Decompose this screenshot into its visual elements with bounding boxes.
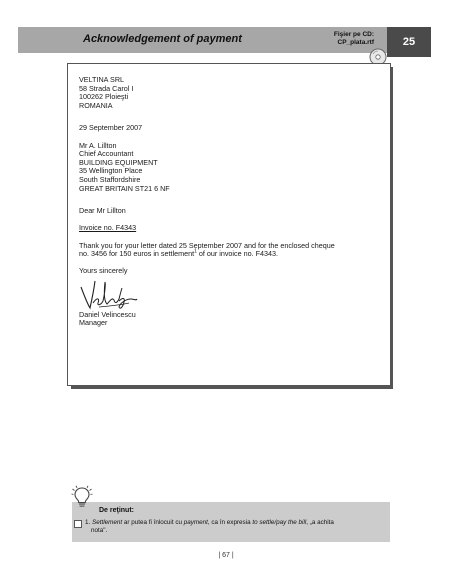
checkbox-icon [74,520,82,528]
address-line: BUILDING EQUIPMENT [79,157,158,167]
page-number: | 67 | [218,552,234,559]
address-line: 100262 Ploieşti [79,92,129,102]
note-text [85,519,385,535]
footnote-marker: 1 [194,248,197,255]
cd-file-name: CP_plata.rtf [337,39,374,46]
note-line: 1. Settlement ar putea fi înlocuit cu payment, ca în expresia to settle/pay the bill, „a achita [85,519,334,526]
address-line: Chief Accountant [79,149,134,159]
address-line: GREAT BRITAIN ST21 6 NF [79,183,170,193]
address-line: 58 Strada Carol I [79,83,134,93]
signer-name: Daniel Velincescu [79,309,136,319]
note-title: De reţinut: [99,507,134,514]
cd-file-reference [300,31,374,47]
lightbulb-icon [70,485,94,509]
body-line: no. 3456 for 150 euros in settlement$^1$ of our invoice no. F4343. [79,248,278,259]
signature [79,277,139,311]
body-line: Thank you for your letter dated 25 September 2007 and for the enclosed cheque [79,240,335,250]
salutation: Dear Mr Lillton [79,206,126,216]
chapter-number-tab: 25 [387,27,431,57]
subject-line: Invoice no. F4343 [79,223,137,233]
cd-file-label: Fişier pe CD: [333,31,374,38]
note-line: nota". [91,527,108,534]
address-line: 35 Wellington Place [79,166,143,176]
sender-address [79,76,384,110]
address-line: ROMANIA [79,100,113,110]
recipient-address [79,142,384,194]
page-title: Acknowledgement of payment [83,33,242,45]
letter [79,76,384,328]
address-line: VELTINA SRL [79,75,125,84]
letter-date: 29 September 2007 [79,123,143,133]
address-line: Mr A. Lillton [79,140,117,150]
address-line: South Staffordshire [79,174,141,184]
closing: Yours sincerely [79,266,128,276]
letter-body [79,242,384,259]
signer-title: Manager [79,318,108,328]
